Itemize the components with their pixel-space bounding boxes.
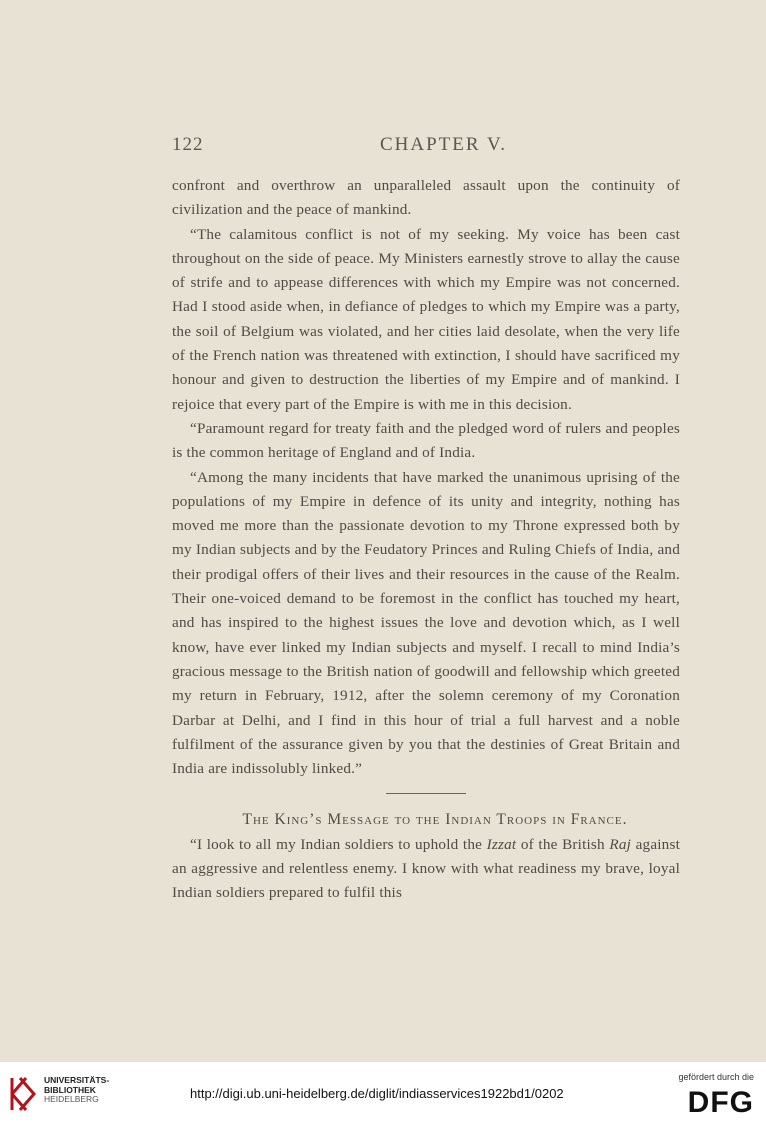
section-divider	[386, 793, 466, 794]
paragraph: “Among the many incidents that have marked the unanimous uprising of the populations of my Empire in defence of its unity and integrity, nothing has moved me more than the passionate devotion to my Throne expressed both by my Indian subjects and by the Feudatory Princes and Ruling Chiefs of India, and their prodigal offers of their lives and their resources in the cause of the Realm. Their one-voiced demand to be foremost in the conflict has touched my heart, and has inspired to the highest issues the love and devotion which, as I well know, have ever linked my Indian subjects and myself. I recall to mind India’s gracious message to the British nation of goodwill and fellowship which greeted my return in February, 1912, after the solemn ceremony of my Coronation Darbar at Delhi, and I find in this hour of trial a full harvest and a noble fulfilment of the assurance given by you that the destinies of Great Britain and India are indissolubly linked.”	[172, 468, 680, 778]
funding-note: gefördert durch die	[678, 1072, 754, 1082]
chapter-title: CHAPTER V.	[380, 134, 507, 155]
paragraph: confront and overthrow an unparalleled assault upon the continuity of civilization and the peace of mankind.	[172, 177, 680, 219]
running-header	[172, 134, 688, 162]
permalink[interactable]: http://digi.ub.uni-heidelberg.de/diglit/indiasservices1922bd1/0202	[190, 1086, 564, 1101]
paragraph: “The calamitous conflict is not of my seeking. My voice has been cast throughout on the side of peace. My Ministers earnestly strove to allay the cause of strife and to appease differences with which my Empire was not concerned. Had I stood aside when, in defiance of pledges to which my Empire was a party, the soil of Belgium was violated, and her cities laid desolate, when the very life of the French nation was threatened with extinction, I should have sacrificed my honour and given to destruction the liberties of my Empire and of mankind. I rejoice that every part of the Empire is with me in this decision.	[172, 225, 680, 413]
library-logo-icon	[8, 1074, 38, 1114]
body-text	[172, 174, 680, 906]
paragraph	[172, 833, 680, 906]
page-number: 122	[172, 134, 204, 155]
text-run: “I look to all my Indian soldiers to uphold the	[190, 835, 487, 853]
footer-bar	[0, 1062, 766, 1124]
text-run: against an aggressive and relentless enemy. I know with what readiness my brave, loyal Indian soldiers prepared to fulfil this	[172, 835, 681, 902]
italic-term: Izzat	[486, 835, 517, 853]
paragraph: “Paramount regard for treaty faith and the pledged word of rulers and peoples is the common heritage of England and of India.	[172, 419, 680, 462]
italic-term: Raj	[609, 835, 632, 853]
section-heading: The King’s Message to the Indian Troops in France.	[242, 811, 628, 829]
library-name: UNIVERSITÄTS- BIBLIOTHEK HEIDELBERG	[44, 1075, 110, 1104]
text-run: of the British	[516, 835, 610, 853]
dfg-logo: DFG	[687, 1086, 754, 1119]
